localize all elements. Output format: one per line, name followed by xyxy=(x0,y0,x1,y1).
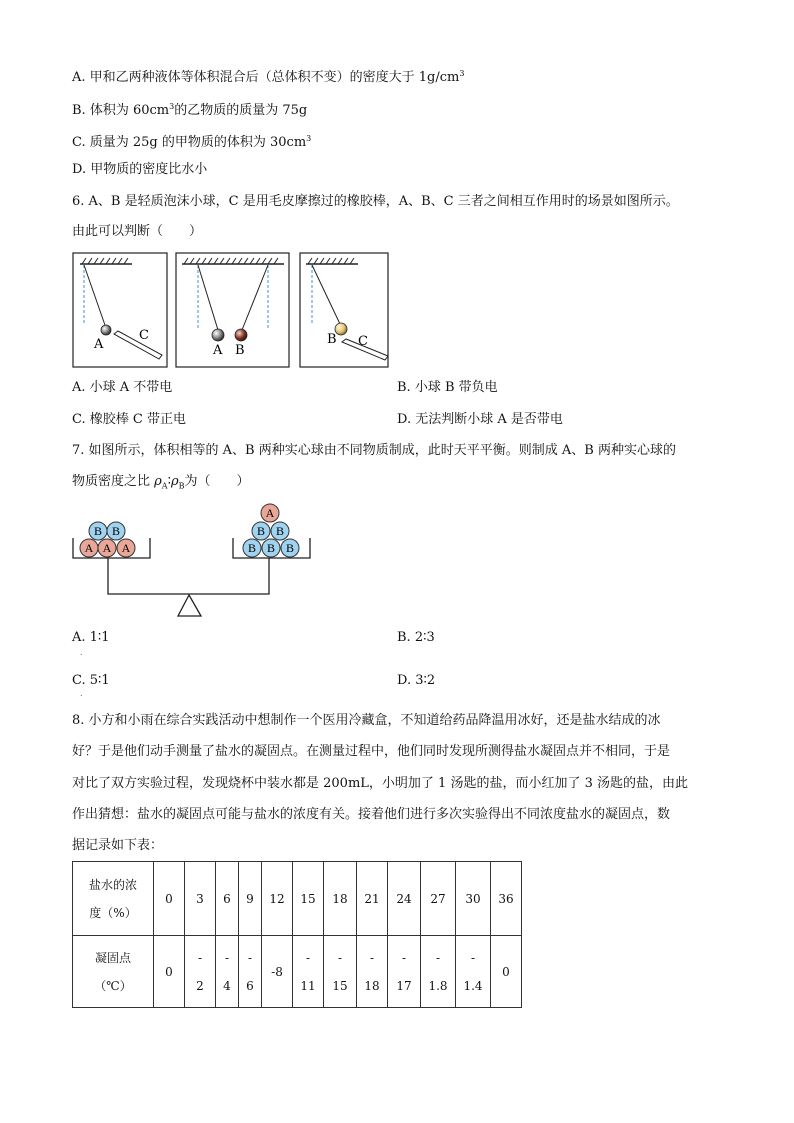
concentration-cell: 27 xyxy=(421,862,456,936)
ball-b-panel2 xyxy=(235,329,247,341)
q8-line3: 对比了双方实验过程，发现烧杯中装水都是 200mL，小明加了 1 汤匙的盐，而小红加了 3 汤匙的盐，由此 xyxy=(72,776,688,791)
freezing-cell: - 2 xyxy=(185,936,216,1008)
label-b-panel3: B xyxy=(327,332,337,347)
freezing-cell: - 4 xyxy=(216,936,239,1008)
ball-b-label: B xyxy=(256,524,266,538)
label-b-panel2: B xyxy=(235,343,245,358)
concentration-cell: 30 xyxy=(456,862,491,936)
concentration-cell: 6 xyxy=(216,862,239,936)
q7-option-b: B. 2∶3 xyxy=(397,630,435,645)
ball-a-panel2 xyxy=(212,329,224,341)
q7-option-a: A. 1∶1 xyxy=(72,630,110,645)
ball-b-panel3 xyxy=(335,323,347,335)
ball-b-label: B xyxy=(93,524,103,538)
label-a-panel1: A xyxy=(94,337,104,352)
balance-beam xyxy=(108,558,269,594)
rod-c-panel1 xyxy=(114,331,162,359)
panel-3-frame xyxy=(300,253,388,367)
freezing-cell: -8 xyxy=(262,936,293,1008)
q6-stem-line2: 由此可以判断（ ） xyxy=(72,224,203,239)
q6-option-c: C. 橡胶棒 C 带正电 xyxy=(72,412,186,427)
concentration-row xyxy=(73,862,522,936)
ball-b-label: B xyxy=(266,541,276,555)
q6-figure xyxy=(72,252,392,370)
freezing-cell: 0 xyxy=(154,936,185,1008)
q7-stem-line2: 物质密度之比 $\rho_A∶\rho_B$为（ ） xyxy=(72,474,250,491)
ball-a-label: A xyxy=(102,541,112,555)
q8-line4: 作出猜想：盐水的凝固点可能与盐水的浓度有关。接着他们进行多次实验得出不同浓度盐水的凝固点，数 xyxy=(72,807,671,822)
concentration-cell: 3 xyxy=(185,862,216,936)
ball-b-label: B xyxy=(285,541,295,555)
freezing-cell: - 1.4 xyxy=(456,936,491,1008)
concentration-cell: 0 xyxy=(154,862,185,936)
q7-balance-figure xyxy=(72,500,312,620)
ball-b-label: B xyxy=(275,524,285,538)
q8-line1: 8. 小方和小雨在综合实践活动中想制作一个医用冷藏盒，不知道给药品降温用冰好，还是盐水结成的冰 xyxy=(72,713,661,728)
concentration-cell: 21 xyxy=(357,862,388,936)
q8-line5: 据记录如下表： xyxy=(72,838,164,853)
freezing-point-header: 凝固点 （℃） xyxy=(73,936,154,1008)
fulcrum xyxy=(178,595,201,616)
freezing-cell: - 15 xyxy=(324,936,357,1008)
q5-option-c: C. 质量为 25g 的甲物质的体积为 $30cm^3$ xyxy=(72,134,312,150)
panel-2-frame xyxy=(176,253,289,367)
concentration-cell: 36 xyxy=(491,862,522,936)
freezing-cell: 0 xyxy=(491,936,522,1008)
concentration-cell: 24 xyxy=(388,862,421,936)
label-c-panel3: C xyxy=(358,334,368,349)
q7-option-c: C. 5∶1 xyxy=(72,673,110,688)
freezing-cell: - 11 xyxy=(293,936,324,1008)
concentration-cell: 12 xyxy=(262,862,293,936)
ball-a-label: A xyxy=(84,541,94,555)
salt-water-table xyxy=(72,861,522,1008)
q7-dot-a: . xyxy=(80,648,83,657)
q5-option-a: A. 甲和乙两种液体等体积混合后（总体积不变）的密度大于 $1g/cm^3$ xyxy=(72,69,465,85)
q5-option-b: B. 体积为 $60cm^3$的乙物质的质量为 75g xyxy=(72,102,308,118)
freezing-cell: - 6 xyxy=(239,936,262,1008)
q6-option-a: A. 小球 A 不带电 xyxy=(72,380,173,395)
q6-option-d: D. 无法判断小球 A 是否带电 xyxy=(397,412,563,427)
q6-stem-line1: 6. A、B 是轻质泡沫小球，C 是用毛皮摩擦过的橡胶棒，A、B、C 三者之间相互作用时的场景如图所示。 xyxy=(72,194,679,209)
label-a-panel2: A xyxy=(213,343,223,358)
q8-line2: 好？于是他们动手测量了盐水的凝固点。在测量过程中，他们同时发现所测得盐水凝固点并不相同，于是 xyxy=(72,744,671,759)
ball-a-label: A xyxy=(265,506,275,520)
freezing-cell: - 1.8 xyxy=(421,936,456,1008)
concentration-cell: 9 xyxy=(239,862,262,936)
ball-a-label: A xyxy=(121,541,131,555)
ball-b-label: B xyxy=(111,524,121,538)
q7-option-d: D. 3∶2 xyxy=(397,673,436,688)
freezing-point-row xyxy=(73,936,522,1008)
label-c-panel1: C xyxy=(139,328,149,343)
q7-stem-line1: 7. 如图所示，体积相等的 A、B 两种实心球由不同物质制成，此时天平平衡。则制成 A、B 两种实心球的 xyxy=(72,443,676,458)
concentration-cell: 18 xyxy=(324,862,357,936)
q5-option-d: D. 甲物质的密度比水小 xyxy=(72,162,208,177)
ball-b-label: B xyxy=(247,541,257,555)
freezing-cell: - 17 xyxy=(388,936,421,1008)
ball-a-panel1 xyxy=(101,325,111,335)
q6-option-b: B. 小球 B 带负电 xyxy=(397,380,498,395)
concentration-cell: 15 xyxy=(293,862,324,936)
freezing-cell: - 18 xyxy=(357,936,388,1008)
q7-dot-c: . xyxy=(80,689,83,698)
concentration-header: 盐水的浓 度（%） xyxy=(73,862,154,936)
